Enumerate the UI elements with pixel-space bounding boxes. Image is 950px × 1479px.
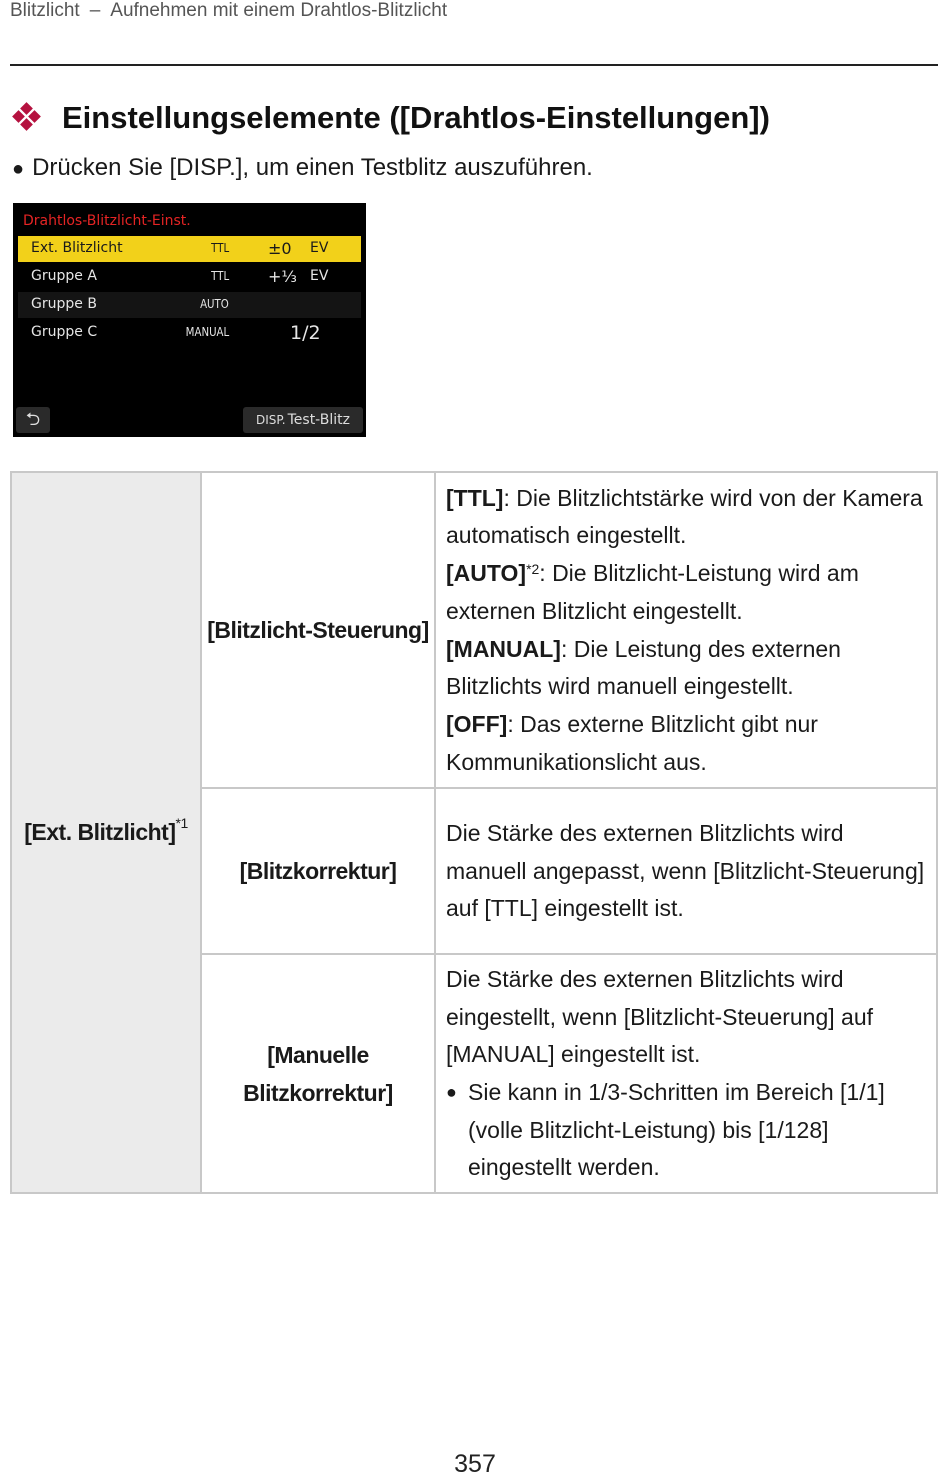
- setting-label: Blitzkorrektur]: [243, 1079, 393, 1106]
- camera-row-unit: EV: [310, 268, 329, 284]
- camera-row-label: Gruppe C: [31, 324, 98, 340]
- item-cell: [11, 472, 201, 1193]
- section-title: Einstellungselemente ([Drahtlos-Einstellungen]): [62, 100, 770, 135]
- description-cell: [435, 954, 937, 1193]
- setting-cell: [201, 954, 435, 1193]
- camera-row-unit: EV: [310, 240, 329, 256]
- instruction-bullet: [12, 154, 593, 182]
- table-row: [11, 472, 937, 788]
- instruction-text: Drücken Sie [DISP.], um einen Testblitz auszuführen.: [32, 154, 593, 181]
- description-cell: [435, 472, 937, 788]
- option-text: : Die Blitzlicht-Leistung wird am externen Blitzlicht eingestellt.: [446, 560, 859, 624]
- note-text: Sie kann in 1/3-Schritten im Bereich [1/1] (volle Blitzlicht-Leistung) bis [1/128] eingestellt werden.: [468, 1079, 885, 1181]
- option-ttl: [446, 480, 926, 555]
- header-divider: [10, 64, 938, 66]
- option-text: : Das externe Blitzlicht gibt nur Kommunikationslicht aus.: [446, 710, 818, 775]
- settings-table: [10, 471, 938, 1194]
- camera-row-mode: TTL: [211, 269, 229, 283]
- footnote-marker: *1: [175, 815, 188, 831]
- item-label: [Ext. Blitzlicht]: [24, 819, 176, 845]
- setting-label: [Blitzkorrektur]: [239, 858, 397, 884]
- camera-screen: [13, 203, 366, 437]
- option-off: [446, 706, 926, 781]
- camera-row-mode: AUTO: [200, 297, 229, 311]
- setting-cell: [201, 472, 435, 788]
- camera-bottom-bar: [13, 403, 366, 437]
- camera-menu-title: Drahtlos-Blitzlicht-Einst.: [23, 213, 191, 229]
- footnote-marker: *2: [526, 561, 540, 578]
- camera-row-value: ±0: [268, 239, 292, 258]
- option-text: : Die Blitzlichtstärke wird von der Kamera automatisch eingestellt.: [446, 484, 923, 549]
- option-key: [MANUAL]: [446, 635, 561, 662]
- breadcrumb-section: Blitzlicht: [10, 0, 80, 21]
- breadcrumb-topic: Aufnehmen mit einem Drahtlos-Blitzlicht: [110, 0, 448, 21]
- camera-row-gruppe-a[interactable]: [18, 264, 361, 290]
- description-text: Die Stärke des externen Blitzlichts wird manuell angepasst, wenn [Blitzlicht-Steuerung] auf [TTL] eingestellt ist.: [446, 819, 925, 922]
- option-key: [OFF]: [446, 710, 508, 737]
- setting-label: [Manuelle: [267, 1041, 369, 1068]
- camera-row-label: Gruppe A: [31, 268, 97, 284]
- camera-row-ext-blitzlicht[interactable]: [18, 236, 361, 262]
- return-arrow-icon[interactable]: ⮌: [16, 407, 50, 433]
- option-auto: [446, 555, 926, 630]
- description-text: Die Stärke des externen Blitzlichts wird eingestellt, wenn [Blitzlicht-Steuerung] auf [MANUAL] eingestellt ist.: [446, 965, 874, 1068]
- camera-row-value: +⅓: [268, 267, 297, 286]
- breadcrumb: [10, 0, 447, 22]
- camera-row-value: 1/2: [290, 322, 321, 344]
- bullet-dot-icon: ●: [12, 158, 25, 180]
- description-cell: [435, 788, 937, 954]
- diamond-cluster-icon: [12, 103, 42, 133]
- camera-row-mode: TTL: [211, 241, 229, 255]
- option-key: [TTL]: [446, 484, 504, 511]
- test-flash-button[interactable]: [243, 407, 363, 433]
- camera-row-gruppe-c[interactable]: [18, 320, 361, 346]
- bullet-dot-icon: ●: [446, 1082, 457, 1102]
- note-bullet: [446, 1074, 926, 1187]
- setting-label: [Blitzlicht-Steuerung]: [207, 617, 429, 643]
- camera-row-label: Ext. Blitzlicht: [31, 240, 123, 256]
- option-text: : Die Leistung des externen Blitzlichts wird manuell eingestellt.: [446, 635, 841, 700]
- option-key: [AUTO]: [446, 560, 527, 587]
- camera-row-mode: MANUAL: [185, 325, 229, 339]
- setting-cell: [201, 788, 435, 954]
- option-manual: [446, 631, 926, 706]
- disp-key-label: DISP.: [256, 413, 286, 427]
- breadcrumb-separator: –: [89, 0, 101, 21]
- camera-row-gruppe-b[interactable]: [18, 292, 361, 318]
- page-number: 357: [454, 1450, 496, 1478]
- section-heading: [12, 98, 770, 138]
- test-flash-label: Test-Blitz: [287, 412, 350, 428]
- camera-row-label: Gruppe B: [31, 296, 97, 312]
